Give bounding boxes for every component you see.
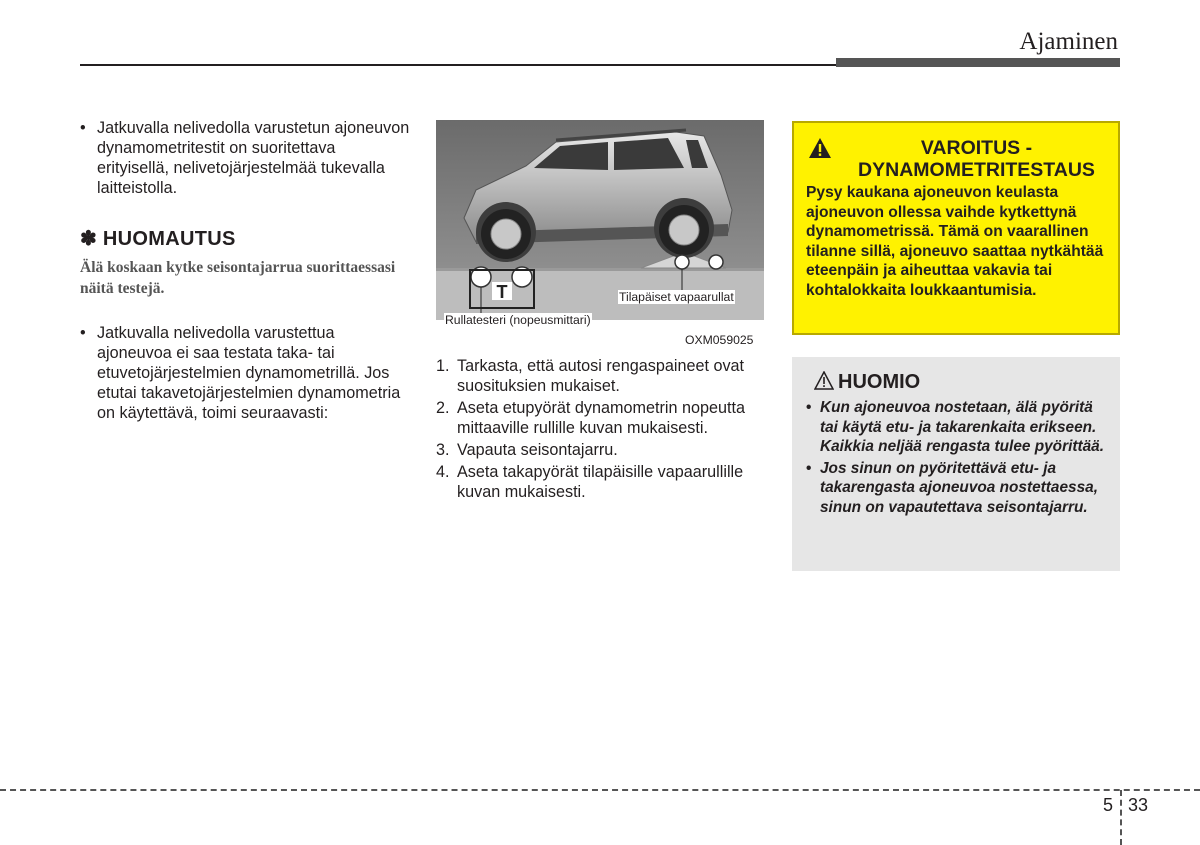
- caution-text: Kun ajoneuvoa nostetaan, älä pyöritä tai käytä etu- ja takarenkaita erikseen. Kaikkia neljää rengasta tulee pyörittää.: [820, 399, 1104, 456]
- header-title: Ajaminen: [1019, 28, 1118, 55]
- note-title: ✽ HUOMAUTUS: [80, 228, 236, 250]
- page-number: 33: [1128, 795, 1149, 815]
- step-text: Tarkasta, että autosi rengaspaineet ovat suosituksien mukaiset.: [457, 357, 745, 395]
- caution-title: HUOMIO: [838, 371, 921, 393]
- step-number: 1.: [436, 357, 450, 375]
- warning-triangle-icon: [808, 137, 832, 159]
- warning-body: Pysy kaukana ajoneuvon keulasta ajoneuvon ollessa vaihde kytkettynä dynamometrissä. Tämä on vaarallinen tilanne sillä, ajoneuvo saattaa nytkähtää eteenpäin ja aiheuttaa vakavia tai kohtalokkaita loukkaantumisia.: [806, 184, 1104, 299]
- header-bar: [836, 58, 1120, 67]
- step-number: 3.: [436, 441, 450, 459]
- step-number: 4.: [436, 463, 450, 481]
- header-rule: [80, 64, 836, 66]
- bullet-dot: •: [80, 324, 86, 342]
- step-text: Aseta etupyörät dynamometrin nopeutta mittaaville rullille kuvan mukaisesti.: [457, 399, 745, 437]
- column-left: [80, 118, 410, 423]
- step-text: Aseta takapyörät tilapäisille vapaarullille kuvan mukaisesti.: [457, 463, 744, 501]
- caution-text: Jos sinun on pyöritettävä etu- ja takarengasta ajoneuvoa nostettaessa, sinun on vapautettava seisontajarru.: [820, 459, 1099, 516]
- dynamometer-figure: [436, 120, 764, 352]
- bullet-text: Jatkuvalla nelivedolla varustettua ajoneuvoa ei saa testata taka- tai etuvetojärjestelmien dynamometrillä. Jos etutai takavetojärjestelmien dynamometria on käytettävä, toimi seuraavasti:: [97, 324, 401, 422]
- step-item: [436, 462, 766, 502]
- tester-label: Rullatesteri (nopeusmittari): [445, 313, 591, 327]
- caution-box: [792, 357, 1120, 571]
- caution-item: [806, 398, 1112, 457]
- figure-code: OXM059025: [685, 333, 754, 347]
- warning-box: [792, 121, 1120, 335]
- bullet-dot: •: [806, 399, 812, 416]
- step-text: Vapauta seisontajarru.: [457, 441, 618, 459]
- footer-rule: [0, 789, 1200, 791]
- step-item: [436, 398, 766, 438]
- caution-item: [806, 459, 1112, 518]
- caution-list: [806, 398, 1112, 520]
- warning-title: VAROITUS - DYNAMOMETRITESTAUS: [858, 137, 1095, 181]
- step-item: [436, 356, 766, 396]
- rollers-label: Tilapäiset vapaarullat: [619, 290, 734, 304]
- tester-mark: T: [496, 282, 508, 302]
- bullet-dot: •: [80, 119, 86, 137]
- steps-list: [436, 356, 766, 504]
- caution-triangle-icon: [814, 371, 834, 390]
- footer-divider: [1120, 790, 1122, 845]
- bullet-dot: •: [806, 459, 812, 477]
- chapter-number: 5: [1103, 795, 1114, 815]
- bullet-text: Jatkuvalla nelivedolla varustetun ajoneuvon dynamometritestit on suoritettava erityisellä, nelivetojärjestelmää tukevalla laitteistolla.: [97, 119, 410, 197]
- bullet-item: [80, 118, 410, 198]
- step-item: [436, 440, 766, 460]
- bullet-item: [80, 323, 410, 423]
- note-body: Älä koskaan kytke seisontajarrua suorittaessasi näitä testejä.: [80, 259, 396, 297]
- step-number: 2.: [436, 399, 450, 417]
